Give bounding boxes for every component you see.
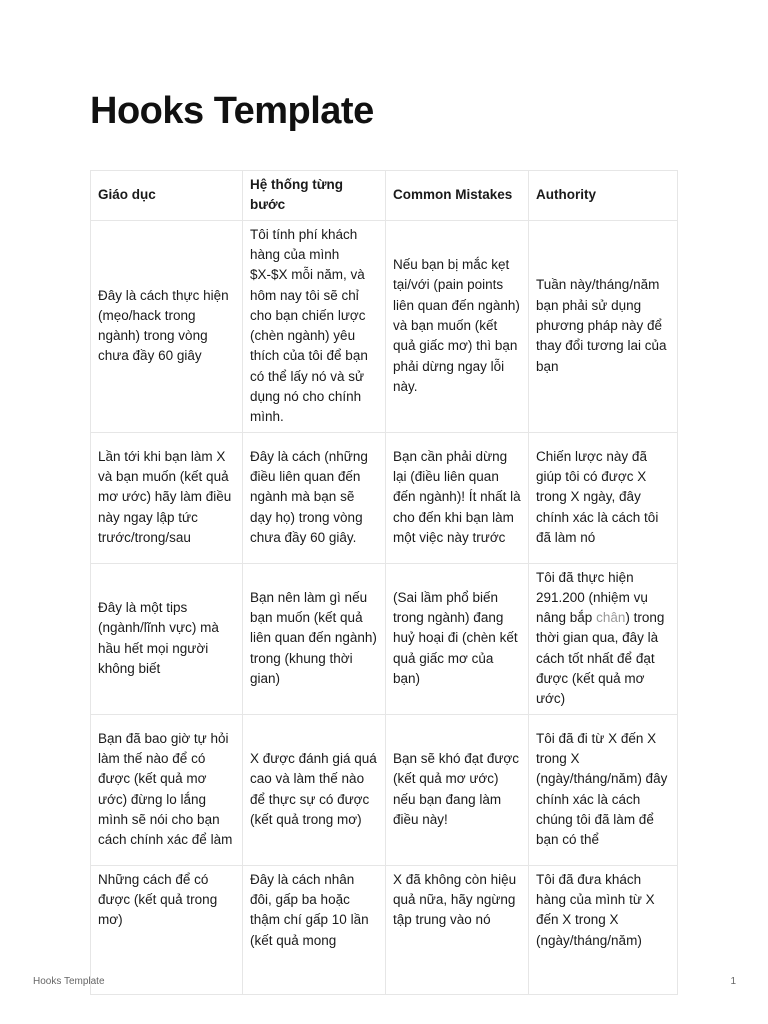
table-row xyxy=(91,432,678,563)
table-cell: Tôi đã đưa khách hàng của mình từ X đến X trong X (ngày/tháng/năm) xyxy=(529,865,678,994)
column-header-giao-duc: Giáo dục xyxy=(91,171,243,221)
table-cell: Những cách để có được (kết quả trong mơ) xyxy=(91,865,243,994)
table-cell: Chiến lược này đã giúp tôi có được X trong X ngày, đây chính xác là cách tôi đã làm nó xyxy=(529,432,678,563)
table-header-row xyxy=(91,171,678,221)
column-header-common-mistakes: Common Mistakes xyxy=(386,171,529,221)
table-cell: Bạn cần phải dừng lại (điều liên quan đến ngành)! Ít nhất là cho đến khi bạn làm một việc này trước xyxy=(386,432,529,563)
table-cell: X được đánh giá quá cao và làm thế nào để thực sự có được (kết quả trong mơ) xyxy=(243,714,386,865)
footer-page-number: 1 xyxy=(730,976,736,987)
table-cell xyxy=(529,563,678,714)
table-cell: Bạn đã bao giờ tự hỏi làm thế nào để có được (kết quả mơ ước) đừng lo lắng mình sẽ nói cho bạn cách chính xác để làm xyxy=(91,714,243,865)
cell-text-after: ) trong thời gian qua, đây là cách tốt nhất để đạt được (kết quả mơ ước) xyxy=(536,610,665,707)
table-cell: Tôi tính phí khách hàng của mình $X-$X mỗi năm, và hôm nay tôi sẽ chỉ cho bạn chiến lược (chèn ngành) yêu thích của tôi để bạn có thể lấy nó và sử dụng nó cho chính mình. xyxy=(243,220,386,432)
table-row xyxy=(91,714,678,865)
table-cell: Đây là một tips (ngành/lĩnh vực) mà hầu hết mọi người không biết xyxy=(91,563,243,714)
table-cell: Nếu bạn bị mắc kẹt tại/với (pain points liên quan đến ngành) và bạn muốn (kết quả giấc mơ) thì bạn phải dừng ngay lỗi này. xyxy=(386,220,529,432)
footer-document-title: Hooks Template xyxy=(33,976,105,987)
hooks-table xyxy=(90,170,678,995)
table-row xyxy=(91,220,678,432)
table-cell: Đây là cách thực hiện (mẹo/hack trong ngành) trong vòng chưa đầy 60 giây xyxy=(91,220,243,432)
table-cell: Tuần này/tháng/năm bạn phải sử dụng phương pháp này để thay đổi tương lai của bạn xyxy=(529,220,678,432)
page-title: Hooks Template xyxy=(90,90,374,132)
table-cell: Lần tới khi bạn làm X và bạn muốn (kết quả mơ ước) hãy làm điều này ngay lập tức trước/trong/sau xyxy=(91,432,243,563)
cell-text-muted: chân xyxy=(596,610,626,626)
table-cell: (Sai lầm phổ biến trong ngành) đang huỷ hoại đi (chèn kết quả giấc mơ của bạn) xyxy=(386,563,529,714)
table-cell: Bạn sẽ khó đạt được (kết quả mơ ước) nếu bạn đang làm điều này! xyxy=(386,714,529,865)
table-cell: Đây là cách nhân đôi, gấp ba hoặc thậm chí gấp 10 lần (kết quả mong xyxy=(243,865,386,994)
column-header-authority: Authority xyxy=(529,171,678,221)
table-row xyxy=(91,563,678,714)
table-cell: Đây là cách (những điều liên quan đến ngành mà bạn sẽ dạy họ) trong vòng chưa đầy 60 giây. xyxy=(243,432,386,563)
table-cell: Bạn nên làm gì nếu bạn muốn (kết quả liên quan đến ngành) trong (khung thời gian) xyxy=(243,563,386,714)
table-cell: Tôi đã đi từ X đến X trong X (ngày/tháng/năm) đây chính xác là cách chúng tôi đã làm để bạn có thể xyxy=(529,714,678,865)
table-row xyxy=(91,865,678,994)
hooks-table-container xyxy=(90,170,677,948)
cell-text-before: Tôi đã thực hiện 291.200 (nhiệm vụ nâng bắp xyxy=(536,569,648,626)
table-cell: X đã không còn hiệu quả nữa, hãy ngừng tập trung vào nó xyxy=(386,865,529,994)
column-header-he-thong: Hệ thống từng bước xyxy=(243,171,386,221)
